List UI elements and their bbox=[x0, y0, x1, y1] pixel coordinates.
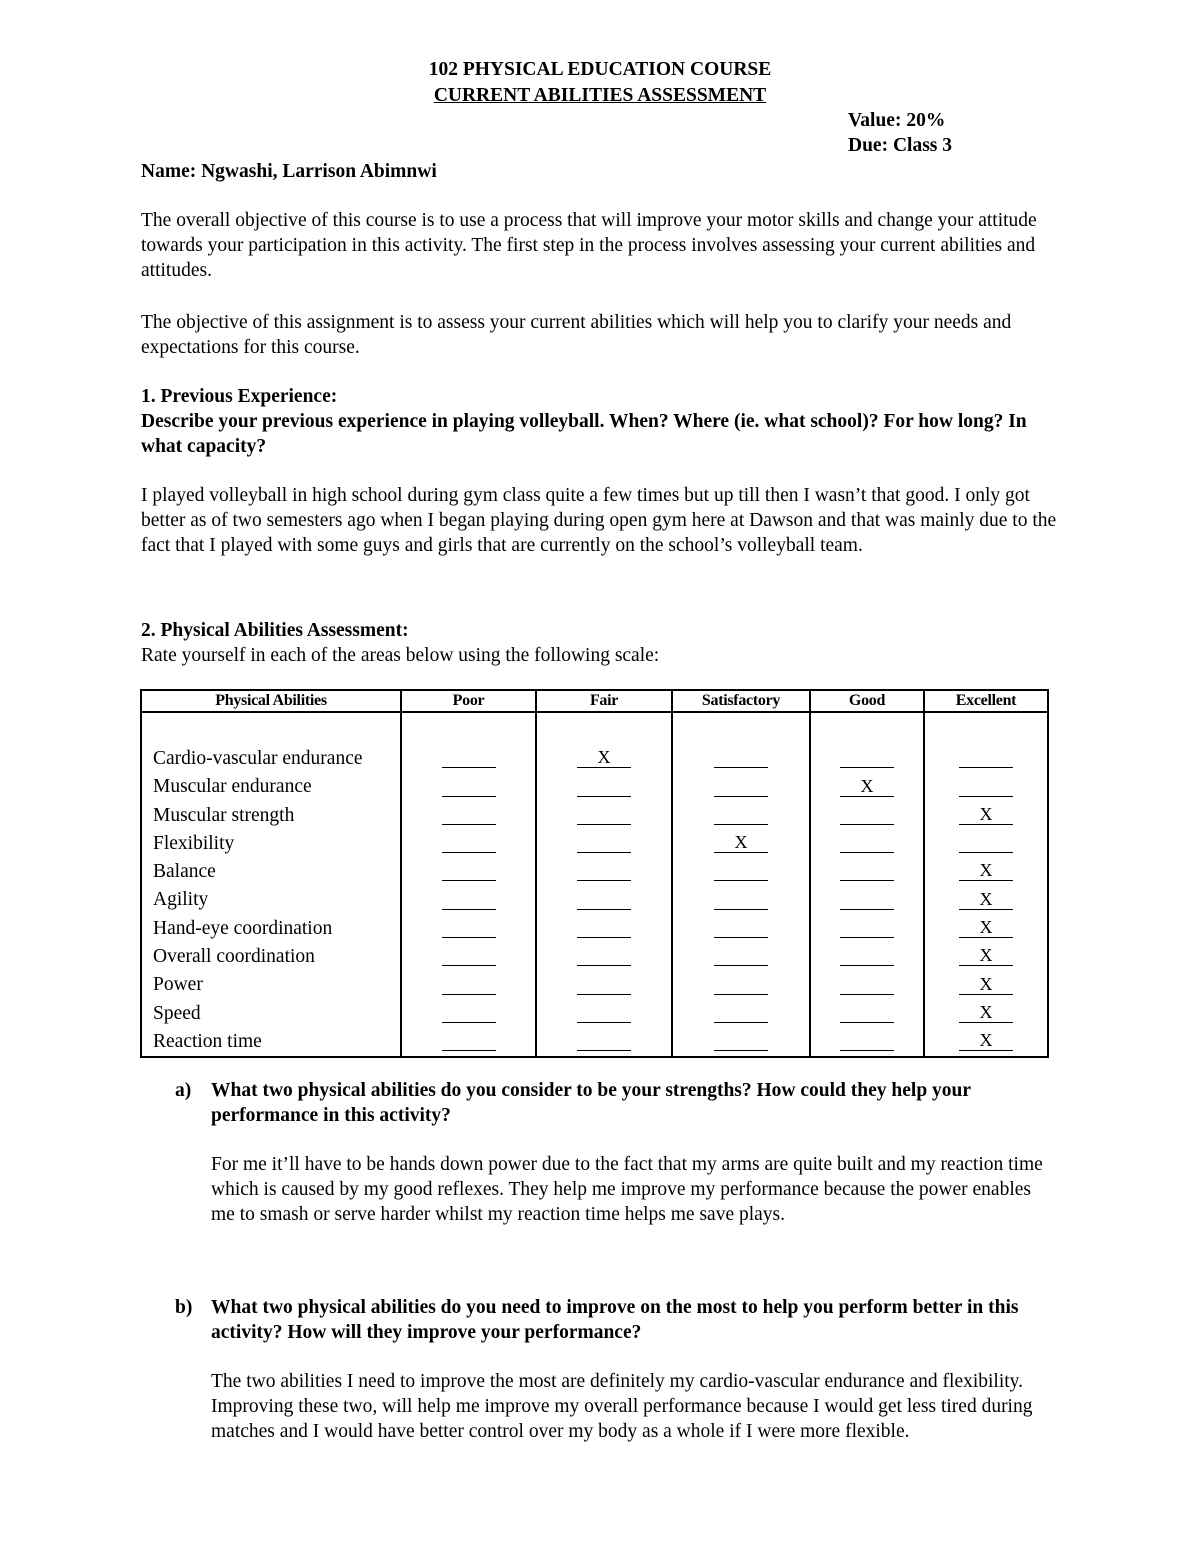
rating-blank bbox=[577, 916, 631, 938]
student-name: Name: Ngwashi, Larrison Abimnwi bbox=[141, 161, 437, 182]
rating-blank bbox=[714, 944, 768, 966]
col-header-poor: Poor bbox=[401, 690, 536, 712]
rating-blank bbox=[442, 1001, 496, 1023]
rating-blank bbox=[714, 1001, 768, 1023]
rating-blank bbox=[442, 746, 496, 768]
satisfactory-mark-slot bbox=[673, 745, 809, 773]
fair-mark-slot bbox=[537, 915, 671, 943]
rating-blank: X bbox=[959, 944, 1013, 966]
rating-blank: X bbox=[959, 973, 1013, 995]
col-header-fair: Fair bbox=[536, 690, 672, 712]
poor-mark-slot bbox=[402, 1000, 535, 1028]
poor-mark-slot bbox=[402, 971, 535, 999]
poor-mark-slot bbox=[402, 1028, 535, 1056]
rating-blank: X bbox=[577, 746, 631, 768]
section1-question: Describe your previous experience in playing volleyball. When? Where (ie. what school)? For how long? In what capacity? bbox=[141, 411, 1027, 457]
ability-label: Cardio-vascular endurance bbox=[153, 748, 363, 769]
good-mark-slot bbox=[811, 886, 923, 914]
rating-blank: X bbox=[714, 831, 768, 853]
satisfactory-mark-slot bbox=[673, 971, 809, 999]
rating-blank bbox=[577, 973, 631, 995]
excellent-mark-slot bbox=[925, 1028, 1047, 1056]
rating-blank bbox=[840, 1001, 894, 1023]
rating-blank bbox=[840, 973, 894, 995]
poor-column bbox=[401, 712, 536, 1057]
rating-blank bbox=[577, 775, 631, 797]
rating-blank bbox=[714, 803, 768, 825]
rating-blank bbox=[959, 746, 1013, 768]
rating-blank bbox=[840, 831, 894, 853]
rating-blank bbox=[442, 973, 496, 995]
rating-blank bbox=[840, 746, 894, 768]
rating-blank bbox=[442, 944, 496, 966]
rating-blank bbox=[714, 973, 768, 995]
question-a-answer: For me it’ll have to be hands down power due to the fact that my arms are quite built and my reaction time which is caused by my good reflexes. They help me improve my performance because the power enables me to smash or serve harder whilst my reaction time helps me save plays. bbox=[211, 1154, 1043, 1225]
excellent-mark-slot bbox=[925, 858, 1047, 886]
value-label: Value: 20% bbox=[848, 110, 946, 131]
excellent-mark-slot bbox=[925, 745, 1047, 773]
rating-blank: X bbox=[959, 1029, 1013, 1051]
question-b-text: What two physical abilities do you need to improve on the most to help you perform better in this activity? How will they improve your performance? bbox=[211, 1297, 1019, 1343]
good-mark-slot bbox=[811, 745, 923, 773]
poor-mark-slot bbox=[402, 886, 535, 914]
question-a-text: What two physical abilities do you consider to be your strengths? How could they help your performance in this activity? bbox=[211, 1080, 971, 1126]
good-mark-slot bbox=[811, 1028, 923, 1056]
rating-blank bbox=[442, 1029, 496, 1051]
satisfactory-mark-slot bbox=[673, 773, 809, 801]
intro-paragraph-1: The overall objective of this course is to use a process that will improve your motor skills and change your attitude towards your participation in this activity. The first step in the process involves assessing your current abilities and attitudes. bbox=[141, 210, 1037, 281]
poor-mark-slot bbox=[402, 943, 535, 971]
rating-blank bbox=[714, 888, 768, 910]
excellent-mark-slot bbox=[925, 971, 1047, 999]
question-b-letter: b) bbox=[175, 1297, 193, 1318]
excellent-mark-slot bbox=[925, 773, 1047, 801]
ability-label: Speed bbox=[153, 1002, 201, 1024]
fair-mark-slot bbox=[537, 943, 671, 971]
poor-mark-slot bbox=[402, 745, 535, 773]
ability-label: Overall coordination bbox=[153, 946, 315, 968]
satisfactory-mark-slot bbox=[673, 802, 809, 830]
good-mark-slot bbox=[811, 1000, 923, 1028]
rating-blank: X bbox=[959, 803, 1013, 825]
fair-mark-slot bbox=[537, 858, 671, 886]
rating-blank bbox=[714, 775, 768, 797]
rating-blank bbox=[577, 859, 631, 881]
rating-blank bbox=[714, 746, 768, 768]
due-label: Due: Class 3 bbox=[848, 135, 953, 156]
fair-column bbox=[536, 712, 672, 1057]
rating-blank bbox=[577, 803, 631, 825]
rating-blank bbox=[577, 831, 631, 853]
section2-heading: 2. Physical Abilities Assessment: bbox=[141, 620, 409, 641]
rating-blank: X bbox=[959, 859, 1013, 881]
ratings-table bbox=[140, 689, 1049, 1058]
fair-mark-slot bbox=[537, 830, 671, 858]
question-a-letter: a) bbox=[175, 1080, 192, 1101]
col-header-satisfactory: Satisfactory bbox=[672, 690, 810, 712]
excellent-column bbox=[924, 712, 1048, 1057]
rating-blank bbox=[959, 831, 1013, 853]
fair-mark-slot bbox=[537, 802, 671, 830]
excellent-mark-slot bbox=[925, 1000, 1047, 1028]
rating-blank: X bbox=[840, 775, 894, 797]
rating-blank bbox=[577, 888, 631, 910]
rating-blank bbox=[442, 831, 496, 853]
satisfactory-mark-slot bbox=[673, 1000, 809, 1028]
rating-blank bbox=[442, 803, 496, 825]
satisfactory-mark-slot bbox=[673, 1028, 809, 1056]
abilities-cell bbox=[141, 712, 401, 1057]
intro-paragraph-2: The objective of this assignment is to assess your current abilities which will help you to clarify your needs and expectations for this course. bbox=[141, 312, 1012, 358]
assessment-title: CURRENT ABILITIES ASSESSMENT bbox=[433, 85, 767, 106]
good-mark-slot bbox=[811, 830, 923, 858]
excellent-mark-slot bbox=[925, 915, 1047, 943]
good-mark-slot bbox=[811, 915, 923, 943]
ability-label: Flexibility bbox=[153, 832, 235, 854]
ability-label: Muscular strength bbox=[153, 804, 295, 826]
rating-blank bbox=[840, 803, 894, 825]
fair-mark-slot bbox=[537, 1028, 671, 1056]
poor-mark-slot bbox=[402, 773, 535, 801]
question-b-answer: The two abilities I need to improve the most are definitely my cardio-vascular endurance and flexibility. Improving these two, will help me improve my overall performance because I would get less tired during matches and I would have better control over my body as a whole if I were more flexible. bbox=[211, 1371, 1033, 1442]
col-header-abilities: Physical Abilities bbox=[141, 690, 401, 712]
poor-mark-slot bbox=[402, 915, 535, 943]
rating-blank bbox=[577, 944, 631, 966]
rating-blank bbox=[840, 1029, 894, 1051]
excellent-mark-slot bbox=[925, 886, 1047, 914]
fair-mark-slot bbox=[537, 745, 671, 773]
rating-blank: X bbox=[959, 916, 1013, 938]
excellent-mark-slot bbox=[925, 943, 1047, 971]
rating-blank bbox=[840, 888, 894, 910]
good-mark-slot bbox=[811, 971, 923, 999]
satisfactory-column bbox=[672, 712, 810, 1057]
good-mark-slot bbox=[811, 773, 923, 801]
excellent-mark-slot bbox=[925, 802, 1047, 830]
rating-blank bbox=[840, 916, 894, 938]
good-column bbox=[810, 712, 924, 1057]
ability-label: Balance bbox=[153, 861, 216, 883]
rating-blank bbox=[714, 859, 768, 881]
excellent-mark-slot bbox=[925, 830, 1047, 858]
fair-mark-slot bbox=[537, 1000, 671, 1028]
ability-label: Hand-eye coordination bbox=[153, 917, 333, 939]
satisfactory-mark-slot bbox=[673, 858, 809, 886]
rating-blank bbox=[577, 1001, 631, 1023]
rating-blank bbox=[840, 859, 894, 881]
section1-answer: I played volleyball in high school during gym class quite a few times but up till then I wasn’t that good. I only got better as of two semesters ago when I began playing during open gym here at Dawson and that was mainly due to the fact that I played with some guys and girls that are currently on the school’s volleyball team. bbox=[141, 485, 1057, 556]
rating-blank bbox=[840, 944, 894, 966]
fair-mark-slot bbox=[537, 886, 671, 914]
ability-label: Muscular endurance bbox=[153, 776, 312, 798]
satisfactory-mark-slot bbox=[673, 830, 809, 858]
fair-mark-slot bbox=[537, 773, 671, 801]
rating-blank bbox=[442, 916, 496, 938]
rating-blank: X bbox=[959, 888, 1013, 910]
good-mark-slot bbox=[811, 943, 923, 971]
course-title: 102 PHYSICAL EDUCATION COURSE bbox=[428, 59, 772, 80]
section1-heading: 1. Previous Experience: bbox=[141, 386, 338, 407]
good-mark-slot bbox=[811, 858, 923, 886]
ability-label: Agility bbox=[153, 889, 209, 911]
poor-mark-slot bbox=[402, 802, 535, 830]
section2-instruction: Rate yourself in each of the areas below using the following scale: bbox=[141, 645, 660, 666]
rating-blank bbox=[442, 859, 496, 881]
poor-mark-slot bbox=[402, 858, 535, 886]
satisfactory-mark-slot bbox=[673, 886, 809, 914]
rating-blank bbox=[442, 775, 496, 797]
satisfactory-mark-slot bbox=[673, 915, 809, 943]
rating-blank bbox=[959, 775, 1013, 797]
fair-mark-slot bbox=[537, 971, 671, 999]
col-header-excellent: Excellent bbox=[924, 690, 1048, 712]
good-mark-slot bbox=[811, 802, 923, 830]
rating-blank bbox=[714, 916, 768, 938]
ability-label: Power bbox=[153, 974, 203, 996]
satisfactory-mark-slot bbox=[673, 943, 809, 971]
rating-blank bbox=[442, 888, 496, 910]
poor-mark-slot bbox=[402, 830, 535, 858]
rating-blank bbox=[577, 1029, 631, 1051]
col-header-good: Good bbox=[810, 690, 924, 712]
rating-blank: X bbox=[959, 1001, 1013, 1023]
rating-blank bbox=[714, 1029, 768, 1051]
ability-label: Reaction time bbox=[153, 1030, 262, 1052]
